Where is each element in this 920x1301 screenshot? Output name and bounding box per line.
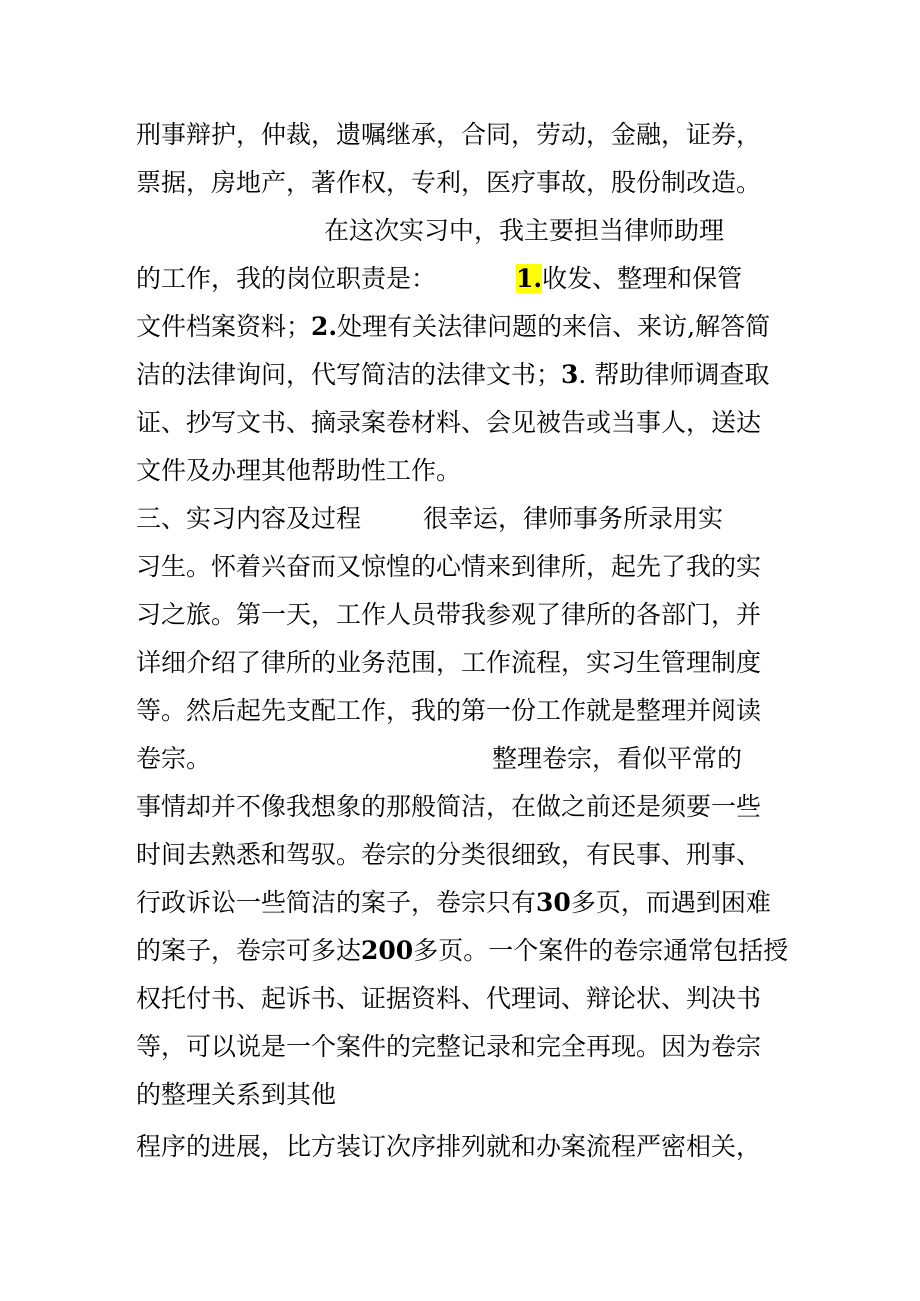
text-run: 事情却并不像我想象的那般简洁，在做之前还是须要一些	[136, 792, 762, 821]
text-run: 洁的法律询问，代写简洁的法律文书；	[136, 360, 562, 389]
text-line-11	[136, 598, 761, 632]
text-run: 刑事辩护，仲裁，遗嘱继承，合同，劳动，金融，证券，	[136, 120, 762, 149]
text-line-14-right	[492, 742, 742, 776]
text-run: 等，可以说是一个案件的完整记录和完全再现。因为卷宗	[136, 1032, 762, 1061]
text-run: 票据，房地产，著作权，专利，医疗事故，股份制改造。	[136, 168, 762, 197]
text-line-22	[136, 1130, 761, 1164]
text-line-4	[136, 262, 742, 296]
list-number: 3	[561, 360, 579, 389]
text-run: 在这次实习中，我主要担当律师助理	[324, 216, 725, 245]
text-line-8	[136, 454, 461, 488]
text-run: 卷宗。	[136, 744, 212, 773]
text-run: 整理卷宗，看似平常的	[492, 744, 743, 773]
text-run: 证、抄写文书、摘录案卷材料、会见被告或当事人，送达	[136, 408, 762, 437]
text-line-5	[136, 310, 770, 344]
text-run: 多页，而遇到困难	[570, 888, 771, 917]
text-line-12	[136, 646, 761, 680]
text-line-16	[136, 838, 761, 872]
text-line-15	[136, 790, 761, 824]
text-run: 的工作，我的岗位职责是：	[136, 264, 437, 293]
text-run: 时间去熟悉和驾驭。卷宗的分类很细致，有民事、刑事、	[136, 840, 762, 869]
text-line-18	[136, 934, 788, 968]
highlighted-list-number: 1.	[516, 264, 543, 293]
list-number: 2.	[311, 312, 338, 341]
text-line-9	[136, 502, 723, 536]
text-run: 详细介绍了律所的业务范围，工作流程，实习生管理制度	[136, 648, 762, 677]
text-run: 习生。怀着兴奋而又惊惶的心情来到律所，起先了我的实	[136, 552, 762, 581]
text-line-14	[136, 742, 211, 776]
text-line-1	[136, 118, 761, 152]
text-line-7	[136, 406, 761, 440]
text-run: 很幸运，律师事务所录用实	[423, 504, 724, 533]
text-run: . 帮助律师调查取	[578, 360, 770, 389]
text-run: 文件及办理其他帮助性工作。	[136, 456, 462, 485]
text-run: 程序的进展，比方装订次序排列就和办案流程严密相关，	[136, 1132, 762, 1161]
text-run: 权托付书、起诉书、证据资料、代理词、辩论状、判决书	[136, 984, 762, 1013]
text-run: 处理有关法律问题的来信、来访,解答简	[337, 312, 771, 341]
text-line-19	[136, 982, 761, 1016]
text-line-2	[136, 166, 761, 200]
text-line-13	[136, 694, 761, 728]
text-line-20	[136, 1030, 761, 1064]
text-run: 等。然后起先支配工作，我的第一份工作就是整理并阅读	[136, 696, 762, 725]
text-run: 的整理关系到其他	[136, 1080, 337, 1109]
page-count-number: 30	[536, 888, 571, 917]
text-run: 行政诉讼一些简洁的案子，卷宗只有	[136, 888, 537, 917]
text-line-10	[136, 550, 761, 584]
text-line-21	[136, 1078, 336, 1112]
text-run: 多页。一个案件的卷宗通常包括授	[413, 936, 789, 965]
text-run: 的案子，卷宗可多达	[136, 936, 362, 965]
text-run: 文件档案资料；	[136, 312, 312, 341]
text-run: 收发、整理和保管	[542, 264, 743, 293]
text-line-17	[136, 886, 771, 920]
text-line-6	[136, 358, 769, 392]
text-line-3	[324, 214, 724, 248]
page-count-number: 200	[361, 936, 414, 965]
text-run: 习之旅。第一天，工作人员带我参观了律所的各部门，并	[136, 600, 762, 629]
section-heading: 三、实习内容及过程	[136, 504, 362, 533]
